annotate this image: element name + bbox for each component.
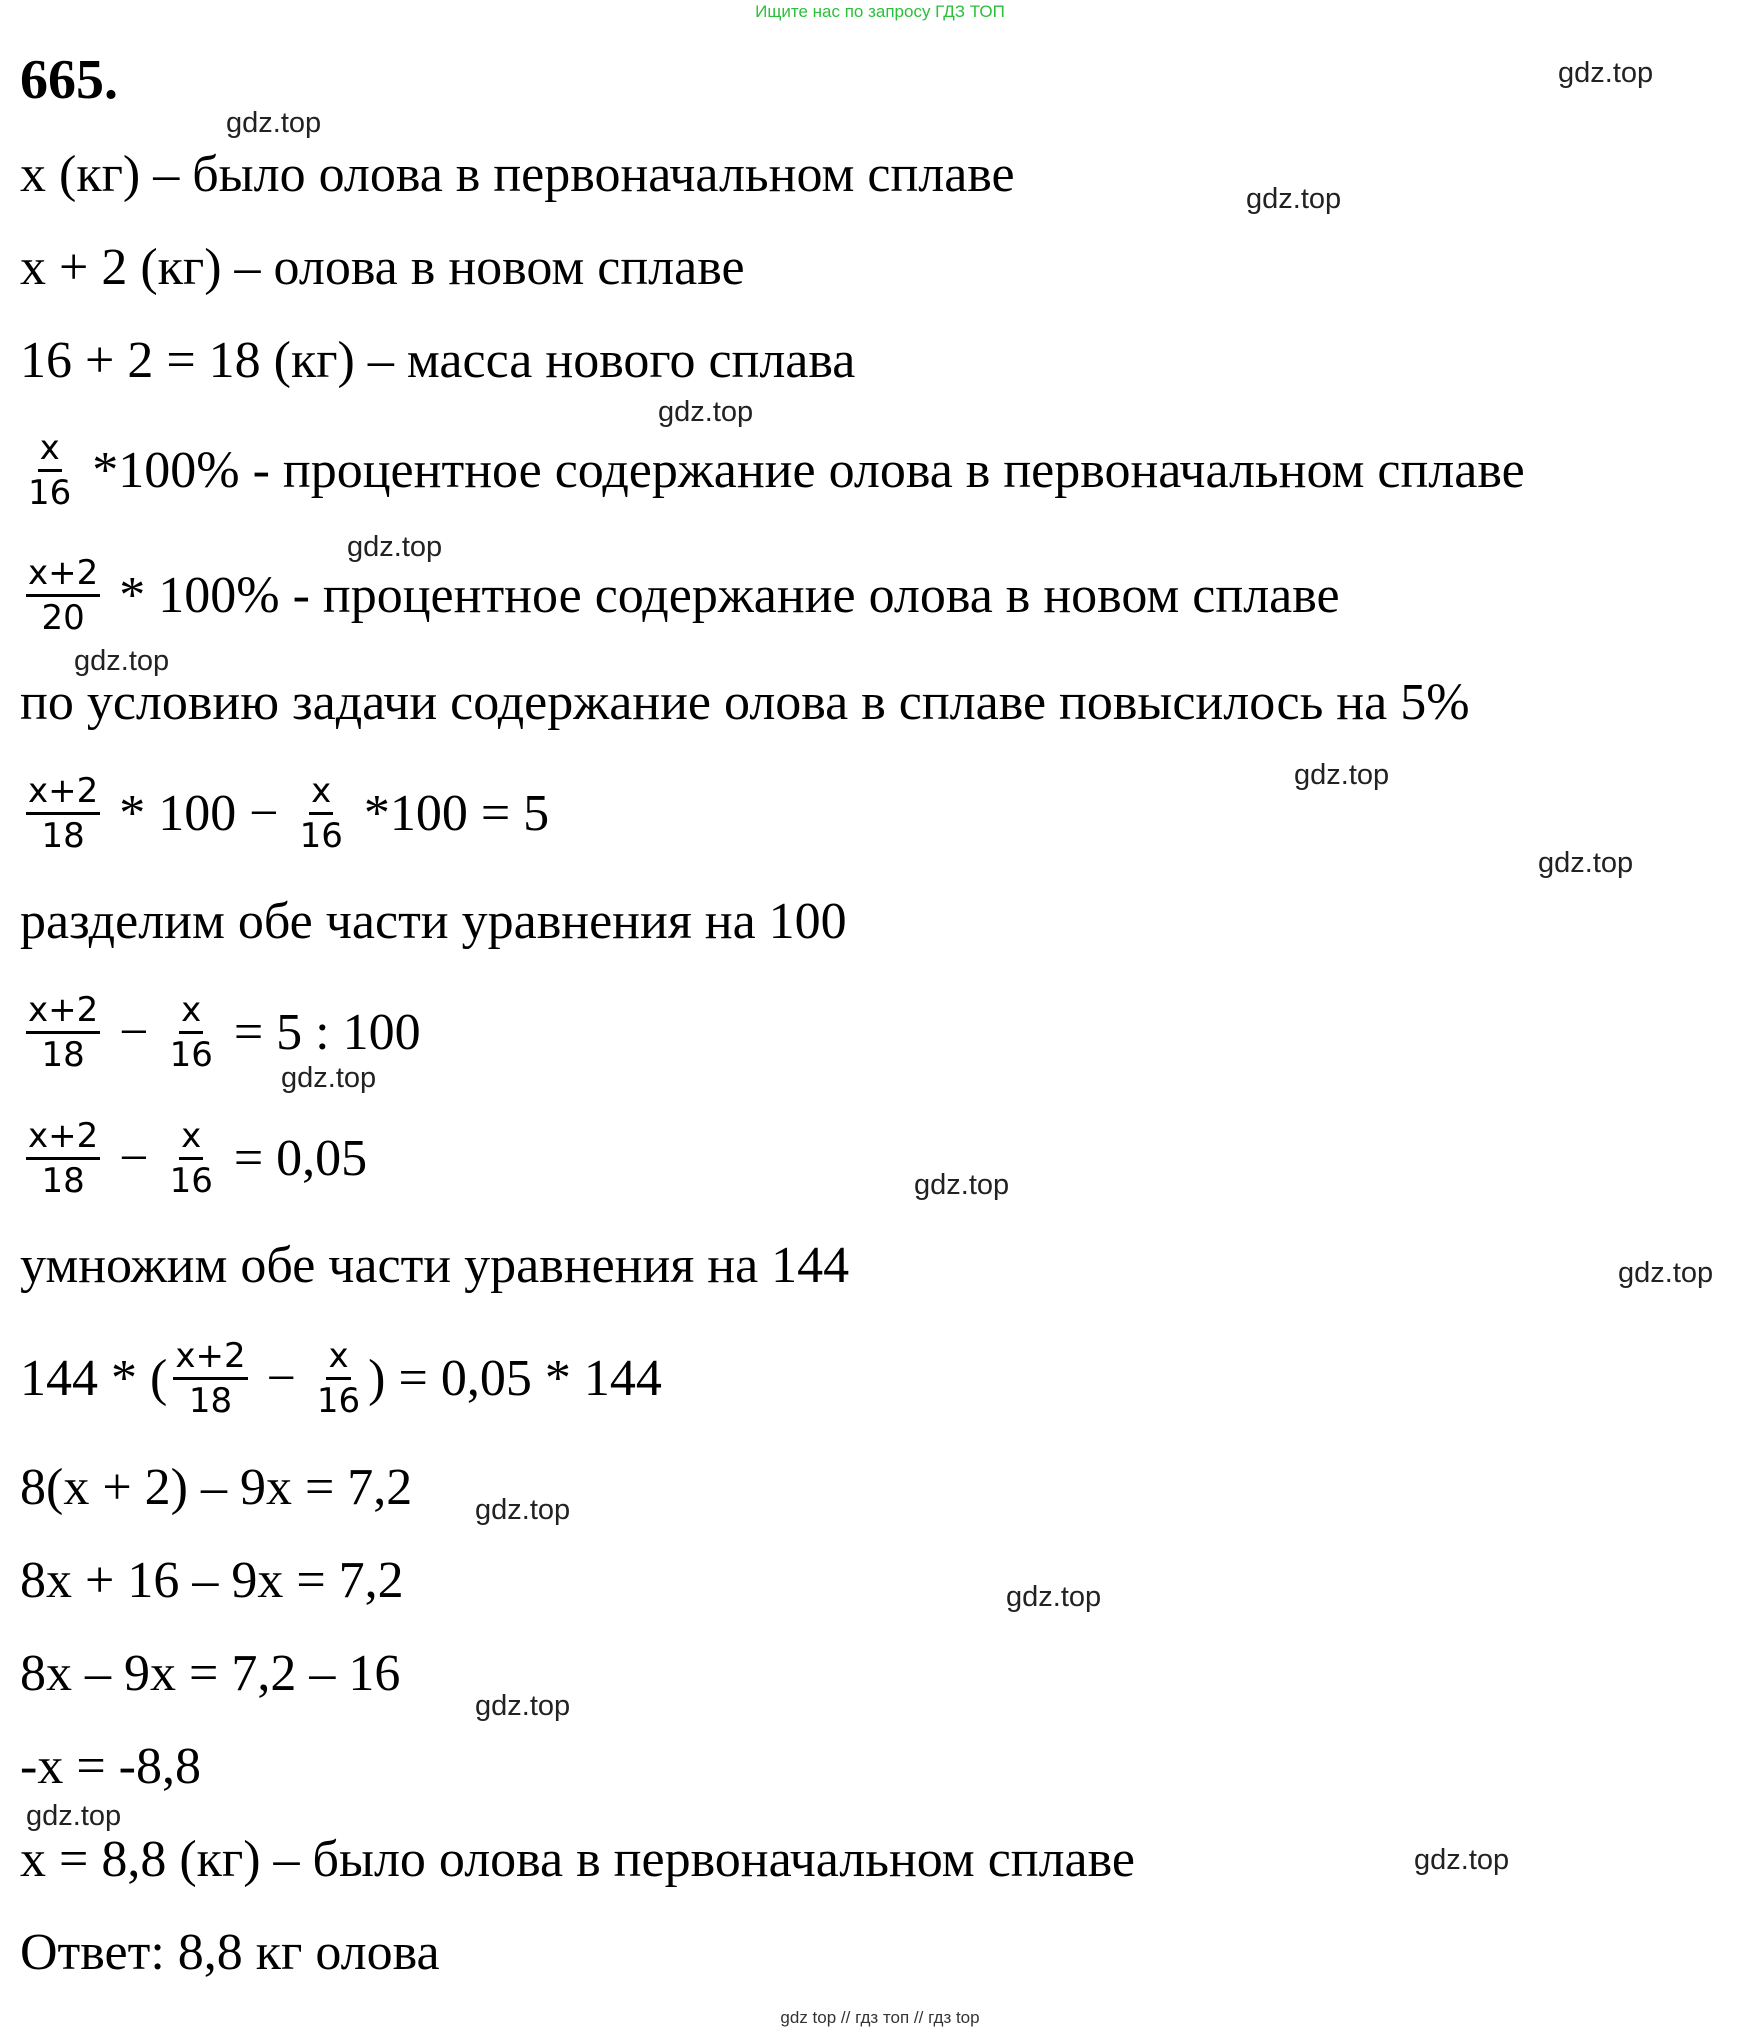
watermark: gdz.top (475, 1494, 571, 1526)
equation-operator: − (106, 1003, 162, 1061)
denominator: 18 (41, 1034, 85, 1075)
denominator: 16 (299, 815, 343, 856)
solution-line-6: по условию задачи содержание олова в сплаве повысилось на 5% (20, 674, 1470, 731)
solution-line-11: умножим обе части уравнения на 144 (20, 1237, 850, 1294)
fraction (26, 770, 100, 857)
numerator: x (309, 770, 333, 815)
watermark: gdz.top (475, 1690, 571, 1722)
equation-operator: − (253, 1349, 309, 1407)
equation-operator: * 100 − (106, 784, 292, 842)
search-banner: Ищите нас по запросу ГДЗ ТОП (755, 2, 1005, 21)
numerator: x+2 (26, 552, 100, 597)
fraction (168, 989, 215, 1076)
watermark: gdz.top (26, 1800, 122, 1832)
solution-line-13: 8(x + 2) – 9x = 7,2 (20, 1459, 413, 1516)
answer-line: Ответ: 8,8 кг олова (20, 1924, 440, 1981)
denominator: 18 (188, 1380, 233, 1421)
task-number: 665. (20, 49, 118, 111)
equation-line-12 (20, 1323, 662, 1433)
watermark: gdz.top (1618, 1257, 1714, 1289)
numerator: x (179, 1115, 203, 1160)
fraction (26, 427, 73, 514)
solution-line-17: x = 8,8 (кг) – было олова в первоначальном сплаве (20, 1831, 1135, 1888)
fraction (26, 989, 100, 1076)
watermark: gdz.top (74, 645, 170, 677)
fraction (26, 552, 100, 639)
denominator: 16 (169, 1160, 213, 1201)
watermark: gdz.top (1414, 1844, 1510, 1876)
equation-line-4 (20, 415, 1525, 525)
solution-line-2: x + 2 (кг) – олова в новом сплаве (20, 239, 745, 296)
denominator: 16 (169, 1034, 213, 1075)
equation-tail: = 5 : 100 (220, 1003, 421, 1061)
solution-line-15: 8x – 9x = 7,2 – 16 (20, 1645, 401, 1702)
solution-line-3: 16 + 2 = 18 (кг) – масса нового сплава (20, 332, 856, 389)
solution-line-14: 8x + 16 – 9x = 7,2 (20, 1552, 404, 1609)
denominator: 20 (41, 597, 85, 638)
denominator: 16 (316, 1380, 361, 1421)
watermark: gdz.top (914, 1169, 1010, 1201)
equation-prefix: 144 * ( (20, 1349, 168, 1407)
equation-line-10 (20, 1103, 367, 1213)
numerator: x+2 (173, 1335, 247, 1380)
watermark: gdz.top (1246, 183, 1342, 215)
equation-line-5 (20, 540, 1340, 650)
watermark: gdz.top (281, 1062, 377, 1094)
numerator: x (38, 427, 62, 472)
numerator: x+2 (26, 1115, 100, 1160)
equation-tail: *100 = 5 (350, 784, 550, 842)
watermark: gdz.top (347, 531, 443, 563)
denominator: 18 (41, 815, 85, 856)
denominator: 16 (28, 472, 72, 513)
fraction (315, 1335, 362, 1422)
equation-tail: = 0,05 (220, 1129, 368, 1187)
denominator: 18 (41, 1160, 85, 1201)
watermark: gdz.top (1558, 57, 1654, 89)
numerator: x (326, 1335, 350, 1380)
solution-line-16: -x = -8,8 (20, 1738, 201, 1795)
watermark: gdz.top (1006, 1581, 1102, 1613)
numerator: x+2 (26, 989, 100, 1034)
equation-line-9 (20, 977, 421, 1087)
equation-text: *100% - процентное содержание олова в первоначальном сплаве (79, 441, 1525, 499)
footer-links: gdz top // гдз топ // гдз top (780, 2008, 980, 2027)
equation-line-7 (20, 758, 549, 868)
equation-text: * 100% - процентное содержание олова в новом сплаве (106, 566, 1340, 624)
numerator: x+2 (26, 770, 100, 815)
solution-line-8: разделим обе части уравнения на 100 (20, 893, 847, 950)
watermark: gdz.top (658, 396, 754, 428)
fraction (26, 1115, 100, 1202)
equation-operator: − (106, 1129, 162, 1187)
numerator: x (179, 989, 203, 1034)
solution-line-1: x (кг) – было олова в первоначальном сплаве (20, 146, 1015, 203)
fraction (298, 770, 345, 857)
equation-tail: ) = 0,05 * 144 (368, 1349, 662, 1407)
watermark: gdz.top (1294, 759, 1390, 791)
watermark: gdz.top (226, 107, 322, 139)
fraction (173, 1335, 247, 1422)
watermark: gdz.top (1538, 847, 1634, 879)
fraction (168, 1115, 215, 1202)
